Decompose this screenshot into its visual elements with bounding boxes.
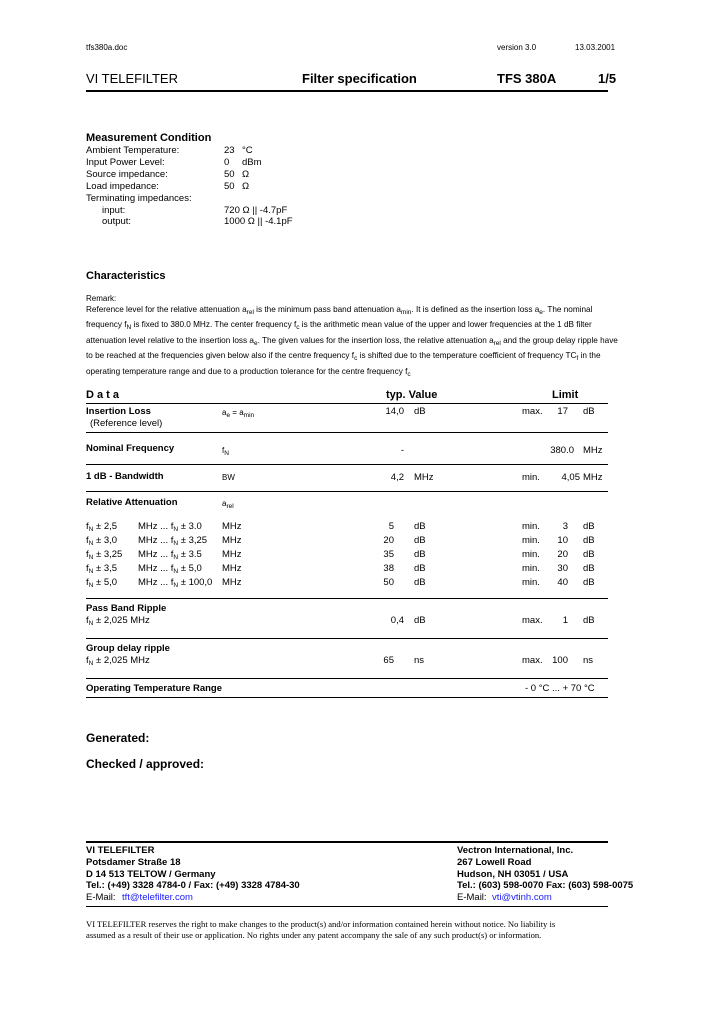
table-rule xyxy=(86,403,608,404)
meas-value: 50 xyxy=(224,181,235,192)
row-symbol: $a_e = a_{min}$ xyxy=(222,408,255,419)
row-condition: $f_N \pm 2,025$ MHz xyxy=(86,655,150,667)
limit-value: 4,05 xyxy=(561,472,580,483)
typ-value: 20 xyxy=(383,535,394,546)
header-rule xyxy=(86,90,608,92)
table-rule xyxy=(86,598,608,599)
typ-value: 14,0 xyxy=(385,406,404,417)
file-name: tfs380a.doc xyxy=(86,43,128,52)
row-label: Group delay ripple xyxy=(86,643,170,654)
typ-value: 35 xyxy=(383,549,394,560)
doc-title: Filter specification xyxy=(302,71,417,86)
row-label: Relative Attenuation xyxy=(86,497,178,508)
footer-rule xyxy=(86,841,608,843)
row-symbol: $a_{rel}$ xyxy=(222,499,234,510)
typ-value: 4,2 xyxy=(390,472,404,483)
typ-unit: dB xyxy=(414,406,426,417)
table-rule xyxy=(86,464,608,465)
limit-unit: dB xyxy=(583,406,595,417)
company-name: VI TELEFILTER xyxy=(86,71,178,86)
col-header-data: D a t a xyxy=(86,389,120,401)
limit-value: 1 xyxy=(562,615,568,626)
limit-value: 40 xyxy=(557,577,568,588)
meas-label: Ambient Temperature: xyxy=(86,145,180,156)
vectron-email-link[interactable]: vti@vtinh.com xyxy=(492,892,552,903)
row-label: Pass Band Ripple xyxy=(86,603,167,614)
terminating-label: Terminating impedances: xyxy=(86,193,192,204)
col-header-limit: Limit xyxy=(552,389,579,401)
typ-value: 65 xyxy=(383,655,394,666)
output-label: output: xyxy=(102,216,132,227)
checked-label: Checked / approved: xyxy=(86,757,205,771)
row-sublabel: (Reference level) xyxy=(90,418,163,429)
meas-unit: Ω xyxy=(242,169,250,180)
typ-unit: MHz xyxy=(414,472,434,483)
limit-value: 17 xyxy=(557,406,568,417)
limit-value: 30 xyxy=(557,563,568,574)
telefilter-email-link[interactable]: tft@telefilter.com xyxy=(122,892,193,903)
meas-unit: dBm xyxy=(242,157,262,168)
meas-label: Load impedance: xyxy=(86,181,159,192)
limit-value: 380.0 xyxy=(550,445,574,456)
meas-value: 50 xyxy=(224,169,235,180)
document-date: 13.03.2001 xyxy=(575,43,616,52)
table-rule xyxy=(86,432,608,433)
row-label: 1 dB - Bandwidth xyxy=(86,471,164,482)
meas-value: 23 xyxy=(224,145,235,156)
limit-unit: MHz xyxy=(583,472,603,483)
typ-value: 50 xyxy=(383,577,394,588)
input-impedance: 720 Ω || -4.7pF xyxy=(224,205,288,216)
characteristics-title: Characteristics xyxy=(86,270,166,282)
row-label: Insertion Loss xyxy=(86,406,151,417)
typ-value: 38 xyxy=(383,563,394,574)
typ-value: 0,4 xyxy=(390,615,404,626)
measurement-title: Measurement Condition xyxy=(86,132,212,144)
limit-kind: min. xyxy=(522,472,540,483)
row-symbol: BW xyxy=(222,473,235,482)
limit-unit: MHz xyxy=(583,445,603,456)
remark-text: Reference level for the relative attenuation $a_{rel}$ is the minimum pass band attenuation $a_{min}$. It is defined as the insertion loss $a_e$. The nominal frequency $f_N$ is fixed to 380.0 MHz. The center frequency $f_c$ is the arithmetic mean value of the upper and lower frequencies at the 1 dB filter attenuation level relative to the insertion loss $a_e$. The given values for the insertion loss, the relative attenuation $a_{rel}$ and the group delay ripple have to be reached at the frequencies given below also if the centre frequency $f_c$ is shifted due to the temperature coefficient of frequency $TC_f$ in the operating temperature range and due to a production tolerance for the centre frequency $f_c$ xyxy=(86,305,618,378)
meas-value: 0 xyxy=(224,157,230,168)
col-header-typ: typ. Value xyxy=(386,389,438,401)
table-rule xyxy=(86,678,608,679)
page-number: 1/5 xyxy=(598,71,617,86)
row-label: Operating Temperature Range xyxy=(86,683,223,694)
row-symbol: $f_N$ xyxy=(222,446,229,457)
typ-value: 5 xyxy=(388,521,394,532)
part-number: TFS 380A xyxy=(497,71,557,86)
op-temp-value: - 0 °C ... + 70 °C xyxy=(525,683,595,694)
typ-value: - xyxy=(400,445,404,456)
meas-unit: °C xyxy=(242,145,253,156)
output-impedance: 1000 Ω || -4.1pF xyxy=(224,216,293,227)
limit-value: 3 xyxy=(562,521,568,532)
limit-value: 20 xyxy=(557,549,568,560)
meas-unit: Ω xyxy=(242,181,250,192)
row-condition: $f_N \pm 2,025$ MHz xyxy=(86,615,150,627)
remark-label: Remark: xyxy=(86,294,117,303)
generated-label: Generated: xyxy=(86,731,150,745)
limit-kind: max. xyxy=(522,406,543,417)
version-label: version 3.0 xyxy=(497,43,537,52)
disclaimer-line: assumed as a result of their use or application. No rights under any patent accompany the sale of any such product(s) or information. xyxy=(86,930,542,940)
table-rule xyxy=(86,697,608,698)
meas-label: Input Power Level: xyxy=(86,157,165,168)
meas-label: Source impedance: xyxy=(86,169,168,180)
row-label: Nominal Frequency xyxy=(86,443,175,454)
limit-value: 10 xyxy=(557,535,568,546)
disclaimer-line: VI TELEFILTER reserves the right to make changes to the product(s) and/or information contained herein without notice. No liability is xyxy=(86,919,556,929)
table-rule xyxy=(86,491,608,492)
input-label: input: xyxy=(102,205,126,216)
limit-value: 100 xyxy=(552,655,568,666)
footer-rule-2 xyxy=(86,906,608,907)
table-rule xyxy=(86,638,608,639)
